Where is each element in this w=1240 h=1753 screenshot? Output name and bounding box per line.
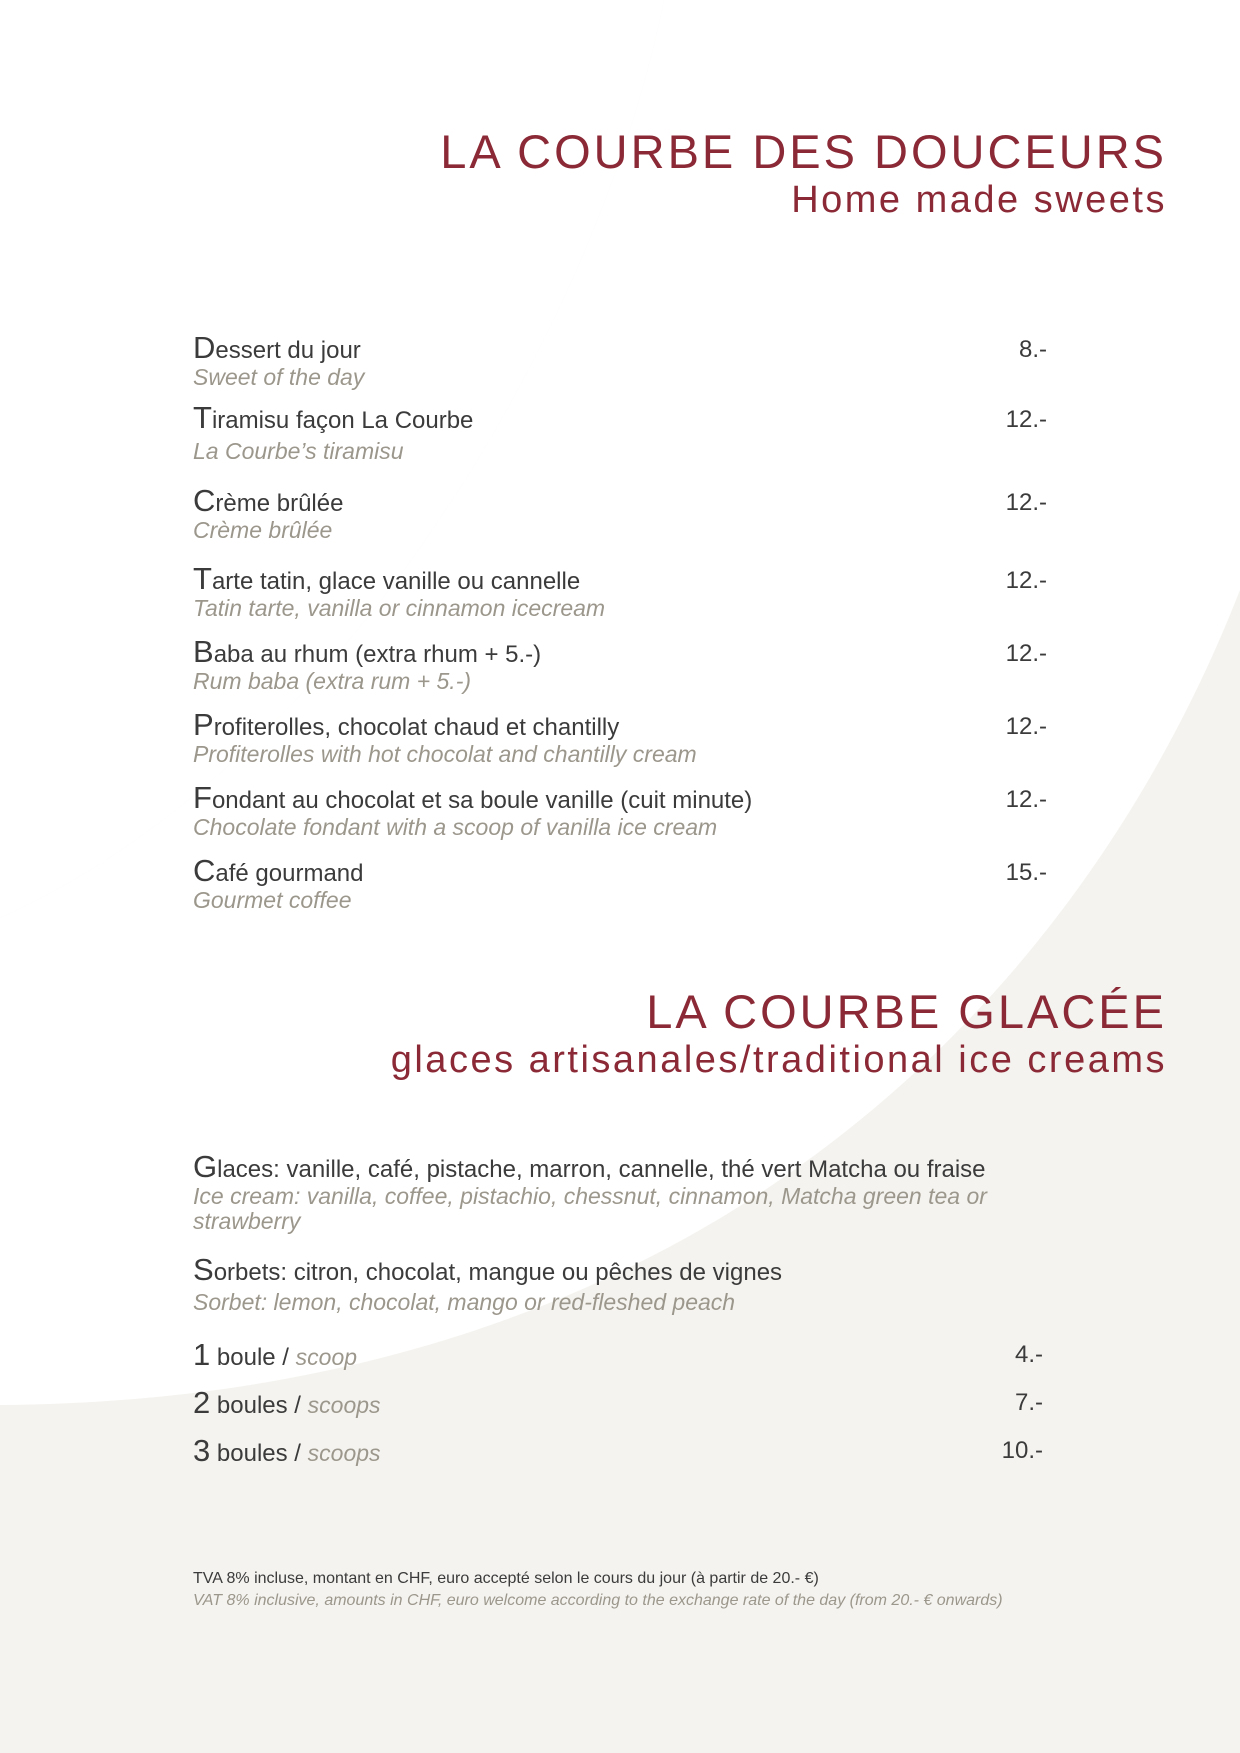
item-price: 12.- <box>1005 406 1047 433</box>
item-price: 12.- <box>1005 567 1047 594</box>
item-price: 12.- <box>1005 640 1047 667</box>
item-name-fr: iramisu façon La Courbe <box>211 407 474 434</box>
menu-item-cafe-gourmand <box>193 853 1047 913</box>
menu-item-fondant <box>193 780 1047 840</box>
item-name-fr: rème brûlée <box>215 490 344 517</box>
footer-note-en: VAT 8% inclusive, amounts in CHF, euro welcome according to the exchange rate of the day (from 20.- € onwards) <box>193 1592 1003 1609</box>
menu-item-sorbets <box>193 1252 1053 1315</box>
item-name-en: Ice cream: vanilla, coffee, pistachio, chessnut, cinnamon, Matcha green tea or strawberry <box>193 1183 987 1234</box>
section-header-ice-cream <box>391 986 1167 1082</box>
scoop-count: 3 <box>193 1433 211 1468</box>
item-price: 15.- <box>1005 859 1047 886</box>
item-initial: S <box>193 1252 214 1287</box>
item-initial: C <box>193 853 216 888</box>
scoop-separator: / <box>287 1392 308 1419</box>
item-name-en: Tatin tarte, vanilla or cinnamon icecream <box>193 595 606 621</box>
section-subtitle-desserts: Home made sweets <box>791 179 1167 221</box>
section-title-ice-cream: LA COURBE GLACÉE <box>646 985 1167 1038</box>
scoop-row-2 <box>193 1385 1043 1421</box>
item-name-fr: arte tatin, glace vanille ou cannelle <box>211 568 581 595</box>
item-price: 12.- <box>1005 786 1047 813</box>
item-name-en: Sorbet: lemon, chocolat, mango or red-fleshed peach <box>193 1289 736 1315</box>
section-header-desserts <box>440 126 1167 222</box>
item-price: 12.- <box>1005 713 1047 740</box>
item-initial: C <box>193 483 216 518</box>
item-name-fr: rofiterolles, chocolat chaud et chantilly <box>213 714 620 741</box>
scoop-label-en: scoop <box>295 1344 358 1370</box>
scoop-label-en: scoops <box>307 1440 381 1466</box>
item-name-fr: afé gourmand <box>215 860 364 887</box>
menu-item-baba-au-rhum <box>193 634 1047 694</box>
menu-item-creme-brulee <box>193 483 1047 543</box>
item-name-fr: orbets: citron, chocolat, mangue ou pêches de vignes <box>213 1259 783 1286</box>
menu-item-tarte-tatin <box>193 561 1047 621</box>
item-name-en: La Courbe’s tiramisu <box>193 438 404 464</box>
section-title-desserts: LA COURBE DES DOUCEURS <box>440 125 1167 178</box>
item-initial: B <box>193 634 214 669</box>
item-initial: T <box>193 561 212 596</box>
footer-note-fr: TVA 8% incluse, montant en CHF, euro accepté selon le cours du jour (à partir de 20.- €) <box>193 1570 819 1587</box>
scoop-count: 2 <box>193 1385 211 1420</box>
item-name-en: Profiterolles with hot chocolat and chantilly cream <box>193 741 697 767</box>
scoop-price: 7.- <box>1014 1389 1043 1416</box>
scoop-price: 4.- <box>1014 1341 1043 1368</box>
scoop-row-3 <box>193 1433 1043 1469</box>
scoop-price: 10.- <box>1001 1437 1043 1464</box>
item-initial: P <box>193 707 214 742</box>
item-name-fr: aba au rhum (extra rhum + 5.-) <box>213 641 542 668</box>
item-name-fr: laces: vanille, café, pistache, marron, cannelle, thé vert Matcha ou fraise <box>217 1156 986 1183</box>
item-name-en: Rum baba (extra rum + 5.-) <box>193 668 472 694</box>
item-name-en: Sweet of the day <box>193 364 365 390</box>
item-name-fr: essert du jour <box>215 337 361 364</box>
item-initial: G <box>193 1149 218 1184</box>
scoop-separator: / <box>287 1440 308 1467</box>
item-price: 8.- <box>1018 336 1047 363</box>
item-name-fr: ondant au chocolat et sa boule vanille (cuit minute) <box>211 787 753 814</box>
item-name-en: Crème brûlée <box>193 517 333 543</box>
menu-item-glaces <box>193 1149 1053 1234</box>
scoop-label-fr: boules <box>210 1440 288 1467</box>
scoop-label-en: scoops <box>307 1392 381 1418</box>
scoop-row-1 <box>193 1337 1043 1373</box>
scoop-label-fr: boules <box>210 1392 288 1419</box>
item-price: 12.- <box>1005 489 1047 516</box>
scoop-label-fr: boule <box>210 1344 276 1371</box>
item-initial: T <box>193 400 212 435</box>
footer-note <box>193 1568 1003 1612</box>
item-initial: D <box>193 330 216 365</box>
section-subtitle-ice-cream: glaces artisanales/traditional ice creams <box>390 1039 1167 1081</box>
scoop-count: 1 <box>193 1337 211 1372</box>
menu-item-dessert-du-jour <box>193 330 1047 390</box>
menu-item-tiramisu <box>193 400 1047 464</box>
item-initial: F <box>193 780 212 815</box>
item-name-en: Chocolate fondant with a scoop of vanilla ice cream <box>193 814 718 840</box>
menu-item-profiterolles <box>193 707 1047 767</box>
item-name-en: Gourmet coffee <box>193 887 352 913</box>
scoop-separator: / <box>275 1344 296 1371</box>
